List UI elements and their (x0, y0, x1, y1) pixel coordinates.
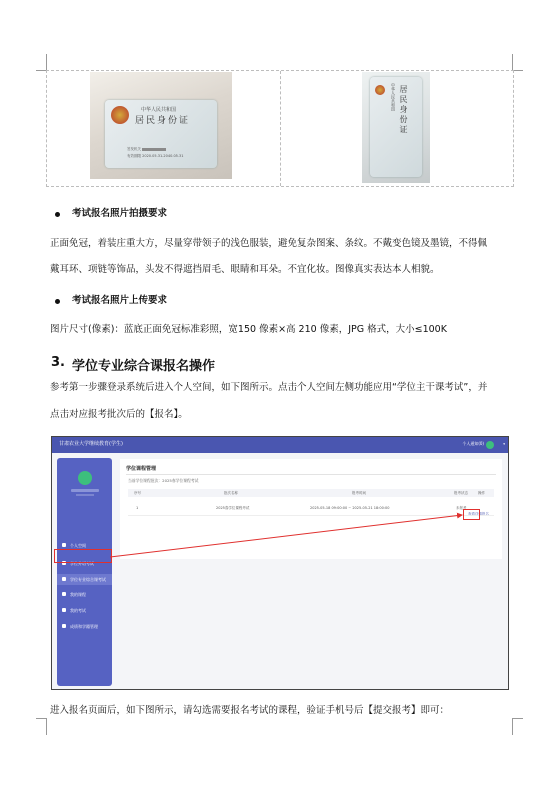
view-details-link[interactable]: 查看详情 (468, 512, 482, 516)
sidebar-item-label: 我的考试 (70, 608, 86, 613)
upload-requirements-heading: 考试报名照片上传要求 (72, 295, 168, 306)
row-index: 1 (136, 506, 139, 510)
signup-button[interactable]: 报名 (482, 512, 489, 516)
crop-mark-bottom-left (36, 718, 47, 735)
column-header: 报考状态 (454, 491, 468, 495)
back-title: 居民身份证 (399, 85, 408, 135)
sidebar-item-label: 成绩和学籍管理 (70, 624, 98, 629)
footer-line: 进入报名页面后，如下图所示，请勾选需要报名考试的课程，验证手机号后【提交报考】即可： (50, 705, 450, 716)
emblem-icon (111, 106, 129, 124)
crop-mark-bottom-right (512, 718, 523, 735)
validity-label: 有效期限 (127, 154, 141, 158)
back-country: 中华人民共和国 (391, 83, 396, 111)
authority-label: 签发机关 (127, 147, 141, 151)
arrow-icon (52, 437, 508, 689)
upload-requirements-body: 图片尺寸(像素)：蓝底正面免冠标准彩照，宽150 像素×高 210 像素，JPG 格式，大小≤100K (50, 324, 447, 335)
column-header: 操作 (478, 491, 485, 495)
sidebar-item-label: 学位专业综合课考试 (70, 577, 106, 582)
bullet-icon (55, 299, 60, 304)
front-title: 居民身份证 (135, 116, 191, 126)
emblem-icon (375, 85, 385, 95)
crop-mark-top-left (36, 54, 47, 71)
section3-para-line1: 参考第一步骤登录系统后进入个人空间，如下图所示。点击个人空间左侧功能应用“学位主干课考试”，并 (50, 382, 488, 393)
panel-title: 学位课程管理 (126, 466, 157, 472)
section-number: 3. (51, 355, 65, 370)
column-header: 批次名称 (224, 491, 238, 495)
system-screenshot (51, 436, 509, 690)
crop-mark-top-right (512, 54, 523, 71)
bullet-icon (55, 212, 60, 217)
section3-para-line2: 点击对应报考批次后的【报名】。 (50, 409, 188, 420)
id-card-back-photo (362, 72, 430, 183)
row-status: 未报考 (456, 506, 467, 510)
id-card-front-photo (90, 72, 232, 179)
front-country: 中华人民共和国 (141, 107, 177, 113)
app-title: 甘肃农业大学继续教育(学生) (59, 441, 123, 447)
table-divider (280, 71, 281, 186)
column-header: 报考时间 (352, 491, 366, 495)
sidebar-item-label: 个人空间 (70, 543, 86, 548)
sidebar-item-label: 我的课程 (70, 592, 86, 597)
sidebar-item-label: 学位外语考试 (70, 561, 94, 566)
section-title: 学位专业综合课报名操作 (72, 359, 216, 374)
column-header: 序号 (134, 491, 141, 495)
chevron-down-icon[interactable]: ▾ (503, 442, 505, 446)
validity-value: 2020.05.31-2040.05.31 (142, 154, 184, 158)
row-batch-name: 2025春学位课程考试 (216, 506, 250, 510)
photo-requirements-heading: 考试报名照片拍摄要求 (72, 208, 168, 219)
photo-requirements-line2: 戴耳环、项链等饰品，头发不得遮挡眉毛、眼睛和耳朵。不宜化妆。图像真实表达本人相貌。 (50, 264, 440, 275)
notice-link[interactable]: 个人通知(0) (462, 441, 484, 446)
panel-subtitle: 当前学位课程批次：2025春学位课程考试 (128, 478, 199, 483)
row-time: 2025-05-18 09:00:00 ~ 2025-05-21 18:00:00 (310, 506, 390, 510)
photo-requirements-line1: 正面免冠，着装庄重大方，尽量穿带领子的浅色服装，避免复杂图案、条纹。不戴变色镜及墨镜，不得佩 (50, 238, 488, 249)
